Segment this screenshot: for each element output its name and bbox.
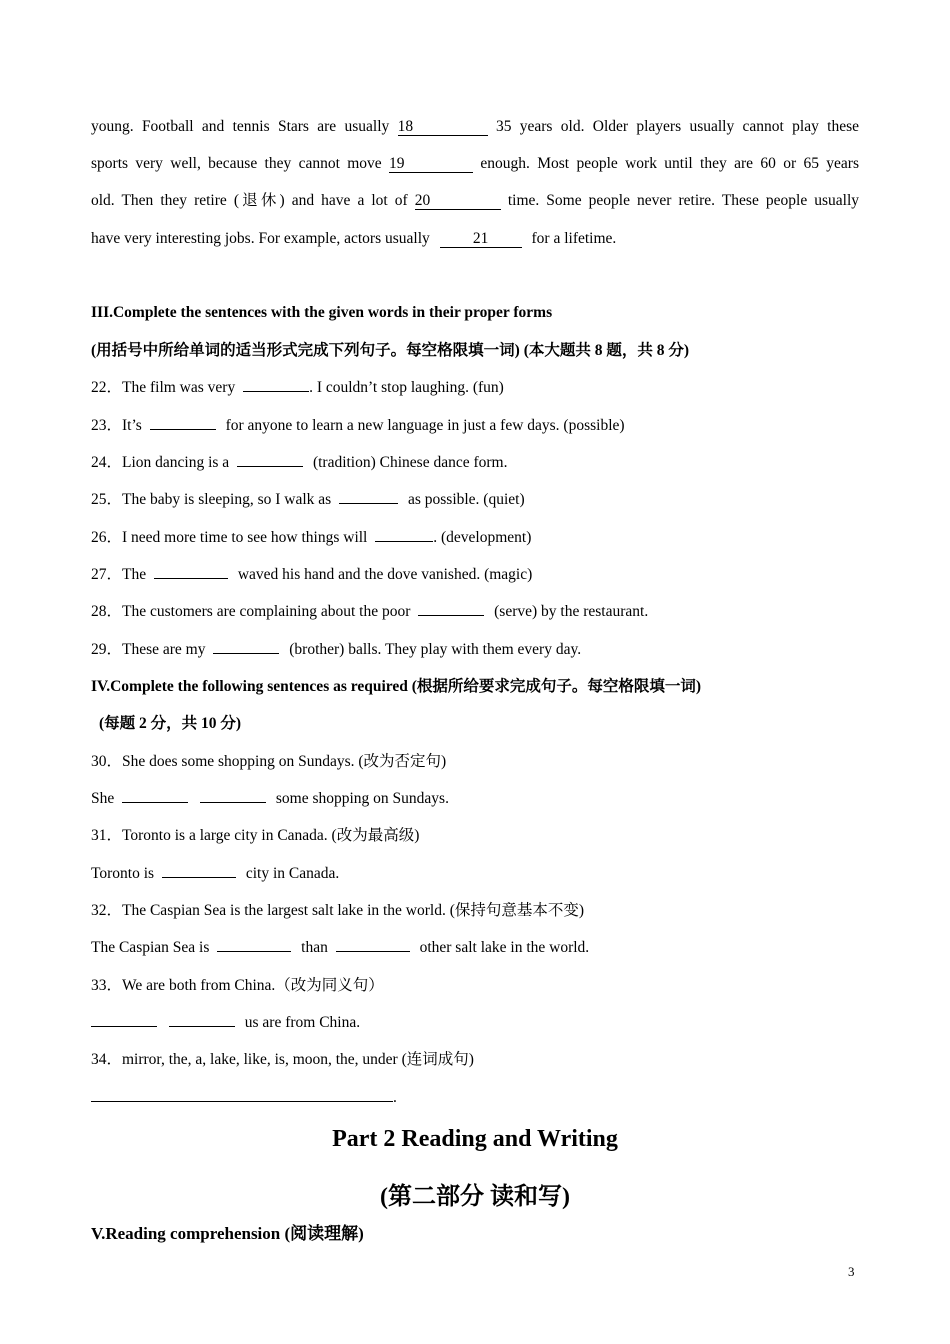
answer-blank-31[interactable]: [162, 877, 236, 878]
answer-blank-22[interactable]: [243, 391, 309, 392]
question-23: 23．It’s for anyone to learn a new language in just a few days. (possible): [91, 417, 625, 434]
answer-30: She some shopping on Sundays.: [91, 790, 449, 807]
section-3-heading: III.Complete the sentences with the given words in their proper forms: [91, 304, 553, 321]
answer-blank-24[interactable]: [237, 466, 303, 467]
answer-blank-28[interactable]: [418, 615, 484, 616]
blank-18[interactable]: 18: [398, 119, 488, 136]
answer-blank-30a[interactable]: [122, 802, 188, 803]
answer-blank-27[interactable]: [154, 578, 228, 579]
answer-blank-26[interactable]: [375, 541, 433, 542]
section-4-points: (每题 2 分，共 10 分): [99, 715, 242, 732]
section-5-heading: V.Reading comprehension (阅读理解): [91, 1224, 364, 1243]
question-28: 28．The customers are complaining about the poor (serve) by the restaurant.: [91, 603, 649, 620]
answer-32: The Caspian Sea is than other salt lake in the world.: [91, 939, 590, 956]
answer-blank-33a[interactable]: [91, 1026, 157, 1027]
part-2-title: Part 2 Reading and Writing: [332, 1126, 618, 1152]
passage-line-4: have very interesting jobs. For example, actors usually 21 for a lifetime.: [91, 230, 617, 247]
answer-34: .: [91, 1088, 397, 1108]
page-number: 3: [848, 1264, 855, 1279]
blank-21[interactable]: 21: [440, 231, 522, 248]
answer-31: Toronto is city in Canada.: [91, 865, 340, 882]
question-24: 24．Lion dancing is a (tradition) Chinese dance form.: [91, 454, 508, 471]
question-30: 30．She does some shopping on Sundays. (改为否定句): [91, 753, 447, 770]
passage-line-1: young. Football and tennis Stars are usually 18 35 years old. Older players usually cannot play these: [91, 118, 860, 135]
part-2-subtitle: (第二部分 读和写): [380, 1184, 570, 1210]
section-3-instruction: (用括号中所给单词的适当形式完成下列句子。每空格限填一词) (本大题共 8 题，共 8 分): [91, 342, 690, 359]
answer-blank-34[interactable]: [91, 1101, 393, 1102]
answer-blank-25[interactable]: [339, 503, 398, 504]
question-31: 31．Toronto is a large city in Canada. (改为最高级): [91, 827, 420, 844]
question-22: 22．The film was very . I couldn’t stop laughing. (fun): [91, 379, 504, 396]
question-27: 27．The waved his hand and the dove vanished. (magic): [91, 566, 533, 583]
question-29: 29．These are my (brother) balls. They play with them every day.: [91, 641, 582, 658]
answer-blank-30b[interactable]: [200, 802, 266, 803]
question-33: 33．We are both from China.（改为同义句）: [91, 977, 384, 994]
question-34: 34．mirror, the, a, lake, like, is, moon, the, under (连词成句): [91, 1051, 474, 1068]
passage-line-2: sports very well, because they cannot move 19 enough. Most people work until they are 60 or 65 years: [91, 155, 859, 172]
passage-line-3: old. Then they retire (退休) and have a lot of 20 time. Some people never retire. These people usually: [91, 192, 860, 209]
answer-33: us are from China.: [91, 1013, 360, 1033]
answer-blank-32b[interactable]: [336, 951, 410, 952]
blank-20[interactable]: 20: [415, 193, 501, 210]
answer-blank-29[interactable]: [213, 653, 279, 654]
question-25: 25．The baby is sleeping, so I walk as as possible. (quiet): [91, 491, 525, 508]
question-32: 32．The Caspian Sea is the largest salt lake in the world. (保持句意基本不变): [91, 902, 585, 919]
answer-blank-23[interactable]: [150, 429, 216, 430]
answer-blank-33b[interactable]: [169, 1026, 235, 1027]
blank-19[interactable]: 19: [389, 156, 473, 173]
question-26: 26．I need more time to see how things will . (development): [91, 529, 532, 546]
section-4-heading: IV.Complete the following sentences as required (根据所给要求完成句子。每空格限填一词): [91, 678, 702, 695]
answer-blank-32a[interactable]: [217, 951, 291, 952]
